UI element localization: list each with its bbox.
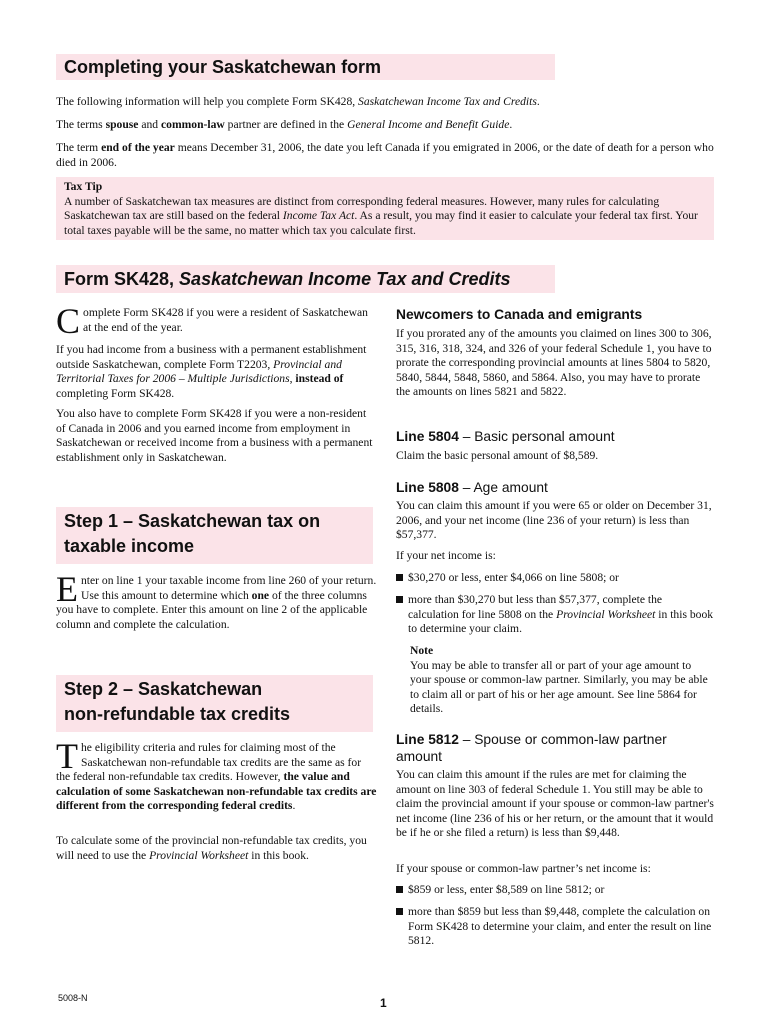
step1-paragraph: Enter on line 1 your taxable income from line 260 of your return. Use this amount to determine which one of the three columns you have to complete. Enter this amount on line 2 of the applicable column and complete the calculation. [56,569,377,631]
line-5804-paragraph: Claim the basic personal amount of $8,589. [396,449,599,462]
intro-paragraph-3: The term end of the year means December 31, 2006, the date you left Canada if you emigrated in 2006, or the date of death for a person who died in 2006. [56,141,714,169]
bullet-icon [396,574,403,581]
drop-cap: C [56,301,81,341]
list-item: more than $859 but less than $9,448, complete the calculation on Form SK428 to determine your claim, and enter the result on line 5812. [396,905,714,949]
bullet-icon [396,886,403,893]
bullet-icon [396,908,403,915]
form-heading: Form SK428, Saskatchewan Income Tax and Credits [64,269,511,289]
list-item: $859 or less, enter $8,589 on line 5812; or [396,883,714,899]
step1-banner [56,507,373,564]
step2-paragraph-2: To calculate some of the provincial non-refundable tax credits, you will need to use the Provincial Worksheet in this book. [56,834,367,862]
line-5808-heading: Line 5808 – Age amount [396,480,548,495]
step2-paragraph: The eligibility criteria and rules for claiming most of the Saskatchewan non-refundable tax credits are the same as for the federal non-refundable tax credits. However, the value and calculation of some Saskatchewan non-refundable tax credits are different from the corresponding federal credits. [56,736,377,813]
section-title-banner [56,54,555,80]
tax-tip-label: Tax Tip [64,180,103,193]
list-item: $30,270 or less, enter $4,066 on line 5808; or [396,571,714,587]
line-5808-if: If your net income is: [396,549,496,562]
newcomers-heading: Newcomers to Canada and emigrants [396,307,643,322]
line-5812-heading: Line 5812 – Spouse or common-law partner amount [396,732,667,764]
left-paragraph-1: Complete Form SK428 if you were a resident of Saskatchewan at the end of the year. [56,301,368,341]
bullet-icon [396,596,403,603]
line-5812-paragraph: You can claim this amount if the rules are met for claiming the amount on line 303 of federal Schedule 1. You still may be able to claim the provincial amount if your spouse or common-law partner's net income (line 236 of his or her return, or the amount that it would be if he or she filed a return) is less than $9,448. [396,768,714,840]
step2-title-line2: non-refundable tax credits [64,704,291,724]
newcomers-paragraph: If you prorated any of the amounts you claimed on lines 300 to 306, 315, 316, 318, 324, and 326 of your federal Schedule 1, you have to prorate the corresponding provincial amounts at lines 5804 to 5820, 5840, 5844, 5848, 5860, and 5864. Also, you may have to prorate the amounts on lines 5821 and 5822. [396,327,712,399]
line-5808-paragraph: You can claim this amount if you were 65 or older on December 31, 2006, and your net income (line 236 of your return) is less than $57,377. [396,499,712,542]
tax-tip-box: Tax Tip A number of Saskatchewan tax measures are distinct from corresponding federal measures. However, many rules for calculating Saskatchewan tax are still based on the federal Income Tax Act. As a result, you may find it easier to calculate your federal tax first. Your total taxes payable will be the same, no matter which tax you calculate first. [56,177,714,240]
line-5812-if: If your spouse or common-law partner’s net income is: [396,862,651,875]
left-paragraph-2: If you had income from a business with a permanent establishment outside Saskatchewan, complete Form T2203, Provincial and Territorial Taxes for 2006 – Multiple Jurisdictions, instead of completing Form SK428. [56,343,367,400]
left-paragraph-3: You also have to complete Form SK428 if you were a non-resident of Canada in 2006 and you earned income from employment in Saskatchewan or received income from a business with a permanent establishment only in Saskatchewan. [56,407,373,464]
note-block: Note You may be able to transfer all or part of your age amount to your spouse or common-law partner. Similarly, you may be able to claim all or part of his or her age amount. See line 5864 for details. [410,644,708,716]
line-5804-heading: Line 5804 – Basic personal amount [396,429,615,444]
step2-banner [56,675,373,732]
step2-title-line1: Step 2 – Saskatchewan [64,679,263,699]
page-number: 1 [380,996,387,1010]
step1-title-line1: Step 1 – Saskatchewan tax on [64,511,321,531]
drop-cap: T [56,736,78,776]
form-heading-banner [56,265,555,293]
drop-cap: E [56,569,78,609]
step1-title-line2: taxable income [64,536,195,556]
section-title: Completing your Saskatchewan form [64,57,382,77]
form-code: 5008-N [58,993,88,1003]
list-item: more than $30,270 but less than $57,377, complete the calculation for line 5808 on the Provincial Worksheet in this book to determine your claim. [396,593,714,637]
note-label: Note [410,644,434,657]
intro-paragraph-1: The following information will help you complete Form SK428, Saskatchewan Income Tax and Credits. [56,95,540,108]
intro-paragraph-2: The terms spouse and common-law partner are defined in the General Income and Benefit Guide. [56,118,513,131]
